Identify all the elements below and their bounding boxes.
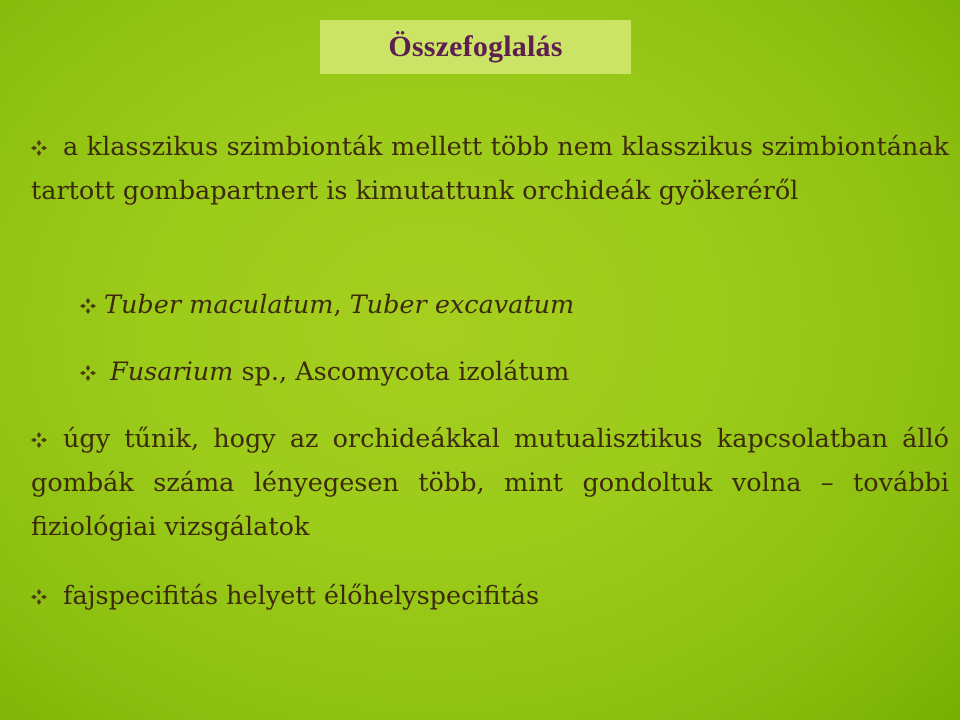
bullet-item-3 (80, 350, 569, 394)
species-name-1: Tuber maculatum (104, 290, 334, 320)
bullet-item-4-text: úgy tűnik, hogy az orchideákkal mutualisztikus kapcsolatban álló gombák száma lényegesen több, mint gondoltuk volna – további fiziológiai vizsgálatok (31, 424, 949, 542)
title-box (320, 20, 631, 74)
bullet-item-5 (31, 574, 949, 618)
diamond-bullet-icon (80, 350, 104, 394)
bullet-item-5-text: fajspecifitás helyett élőhelyspecifitás (63, 581, 540, 611)
diamond-bullet-icon (31, 417, 63, 461)
bullet-item-3-rest: sp., Ascomycota izolátum (233, 357, 570, 387)
bullet-item-2 (80, 283, 574, 327)
bullet-item-1-text: a klasszikus szimbionták mellett több nem klasszikus szimbiontának tartott gombapartnert is kimutattunk orchideák gyökeréről (31, 132, 949, 206)
diamond-bullet-icon (80, 283, 104, 327)
species-name-2: Tuber excavatum (349, 290, 575, 320)
slide-title: Összefoglalás (388, 30, 563, 63)
diamond-bullet-icon (31, 125, 63, 169)
diamond-bullet-icon (31, 574, 63, 618)
bullet-item-1 (31, 125, 949, 213)
species-separator: , (333, 290, 350, 320)
genus-name: Fusarium (110, 357, 234, 387)
bullet-item-4 (31, 417, 949, 549)
